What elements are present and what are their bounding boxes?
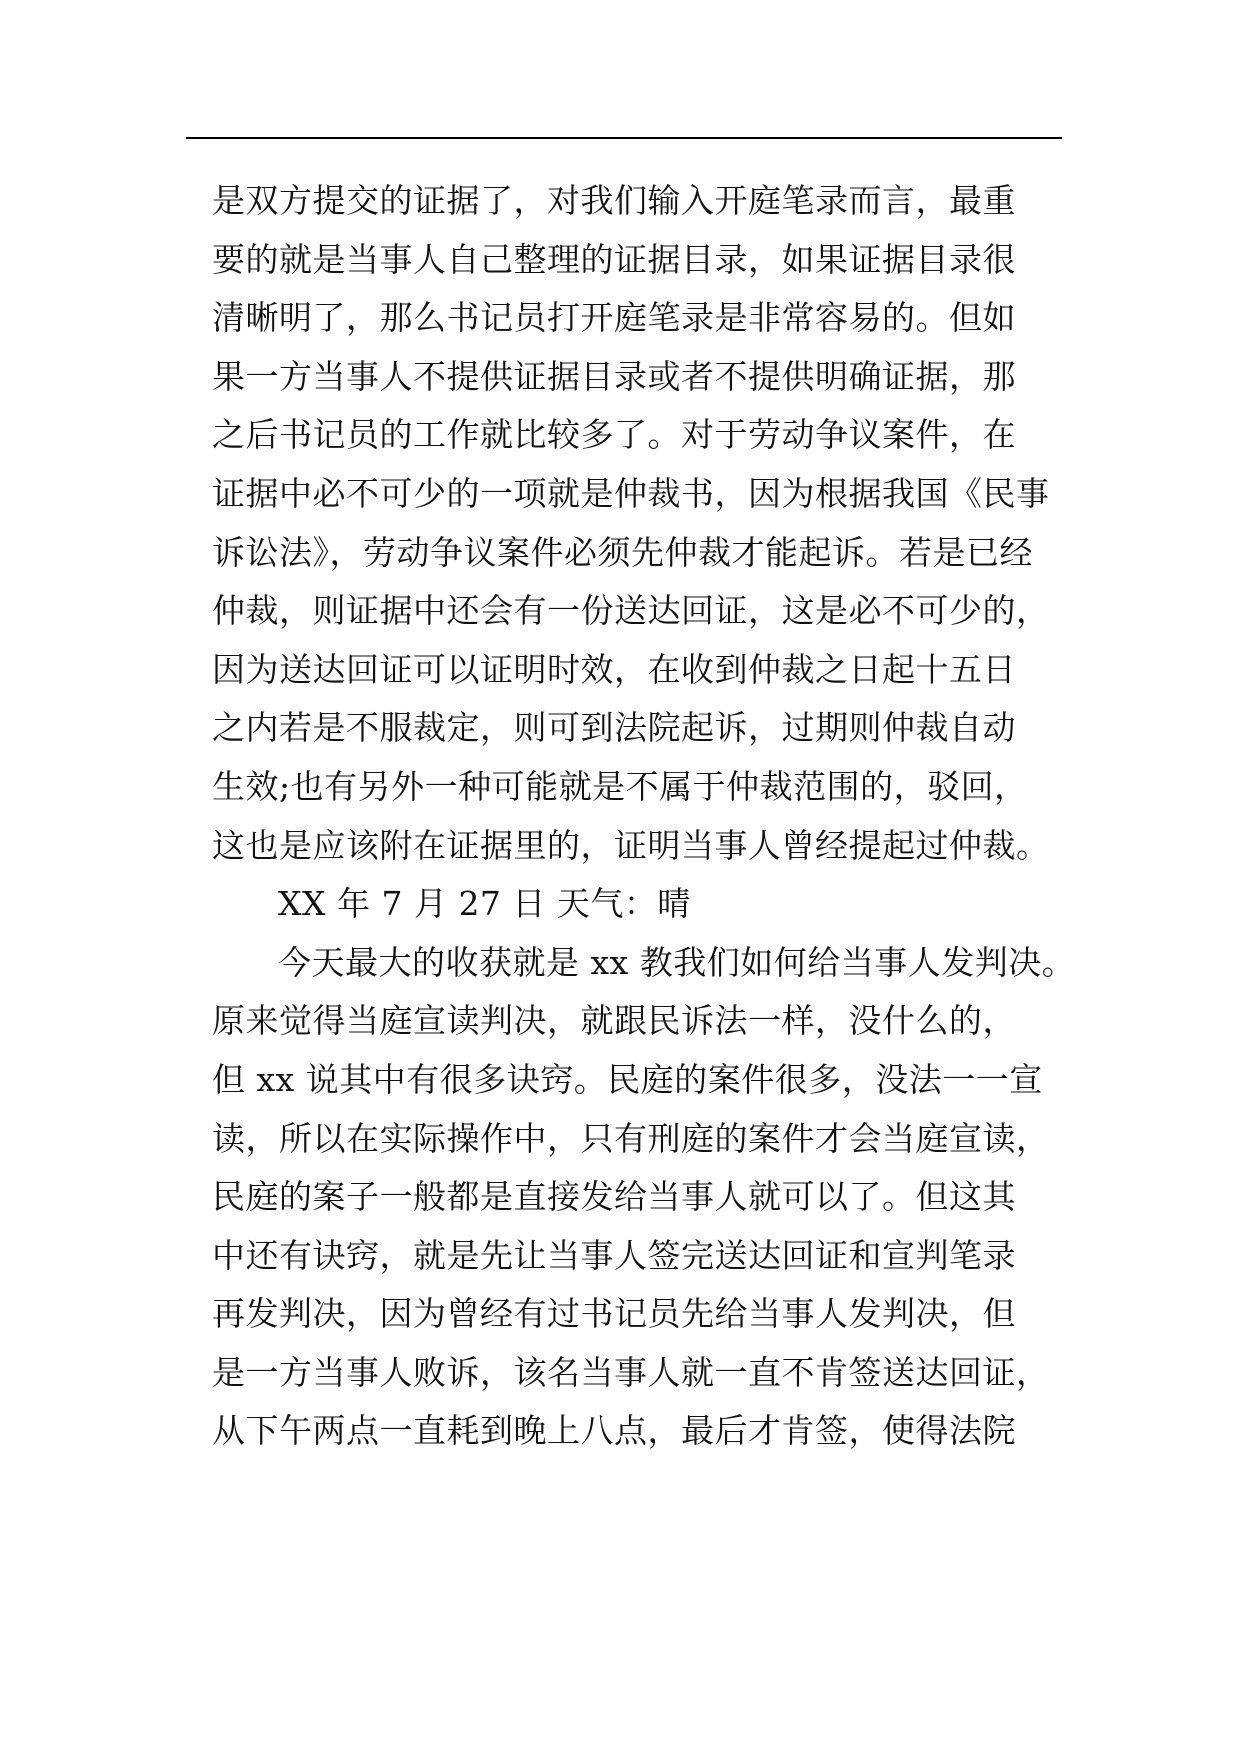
text-line: 因为送达回证可以证明时效，在收到仲裁之日起十五日 [212, 649, 1016, 689]
text-line: 诉讼法》，劳动争议案件必须先仲裁才能起诉。若是已经 [212, 532, 1033, 572]
text-line: 中还有诀窍，就是先让当事人签完送达回证和宣判笔录 [212, 1235, 1016, 1275]
text-line: 证据中必不可少的一项就是仲裁书，因为根据我国《民事 [212, 473, 1050, 513]
text-line: 这也是应该附在证据里的，证明当事人曾经提起过仲裁。 [212, 825, 1050, 865]
text-line: 原来觉得当庭宣读判决，就跟民诉法一样，没什么的， [212, 1001, 1016, 1041]
text-line: 果一方当事人不提供证据目录或者不提供明确证据，那 [212, 356, 1016, 396]
text-line: 再发判决，因为曾经有过书记员先给当事人发判决，但 [212, 1294, 1016, 1334]
document-body [212, 172, 1076, 1461]
text-line: 是双方提交的证据了，对我们输入开庭笔录而言，最重 [212, 181, 1016, 220]
text-line: 今天最大的收获就是 xx 教我们如何给当事人发判决。 [278, 942, 1076, 982]
text-line: 之内若是不服裁定，则可到法院起诉，过期则仲裁自动 [212, 708, 1016, 748]
text-line: 从下午两点一直耗到晚上八点，最后才肯签，使得法院 [212, 1411, 1016, 1451]
text-line: 读，所以在实际操作中，只有刑庭的案件才会当庭宣读， [212, 1118, 1050, 1158]
text-line: 是一方当事人败诉，该名当事人就一直不肯签送达回证， [212, 1352, 1050, 1392]
text-line: 要的就是当事人自己整理的证据目录，如果证据目录很 [212, 239, 1016, 279]
diary-date-heading: XX 年 7 月 27 日 天气：晴 [278, 884, 691, 924]
text-line: 之后书记员的工作就比较多了。对于劳动争议案件，在 [212, 415, 1016, 455]
text-line: 仲裁，则证据中还会有一份送达回证，这是必不可少的， [212, 591, 1050, 631]
text-line: 但 xx 说其中有很多诀窍。民庭的案件很多，没法一一宣 [212, 1059, 1043, 1099]
text-line: 生效;也有另外一种可能就是不属于仲裁范围的，驳回， [212, 766, 1028, 806]
text-line: 民庭的案子一般都是直接发给当事人就可以了。但这其 [212, 1177, 1016, 1217]
text-line: 清晰明了，那么书记员打开庭笔录是非常容易的。但如 [212, 298, 1016, 338]
header-rule [186, 137, 1062, 139]
